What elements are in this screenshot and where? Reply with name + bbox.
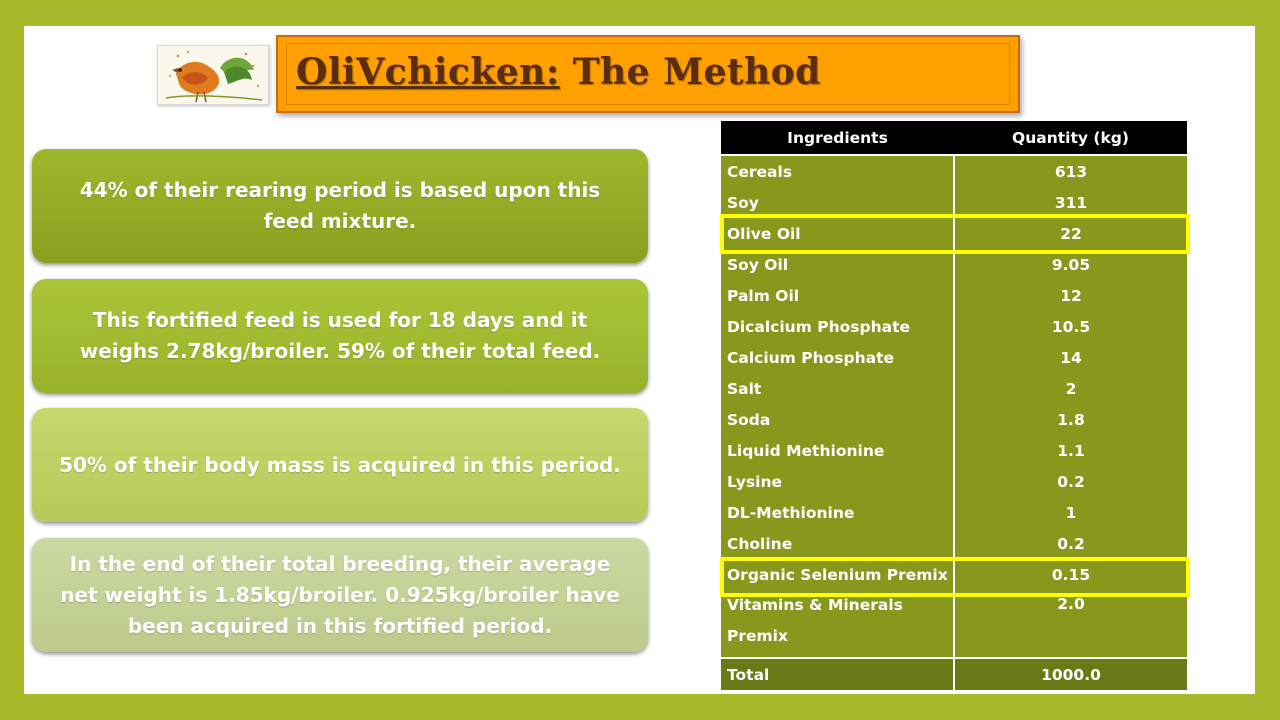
highlight-olive-oil <box>720 214 1190 254</box>
table-row <box>721 280 1187 311</box>
ingredient-name: Calcium Phosphate <box>721 342 954 373</box>
table-row <box>721 435 1187 466</box>
ingredient-name: Organic Selenium Premix <box>721 559 954 590</box>
header-ingredients: Ingredients <box>721 121 954 155</box>
title-banner <box>276 35 1020 113</box>
title-brand: OliVchicken: <box>296 51 560 93</box>
ingredients-table-container <box>721 121 1187 685</box>
table-row <box>721 311 1187 342</box>
table-header-row <box>721 121 1187 155</box>
bird-logo-icon <box>157 45 269 105</box>
info-box-fortified-feed: This fortified feed is used for 18 days and it weighs 2.78kg/broiler. 59% of their total feed. <box>32 279 648 393</box>
ingredient-quantity: 1.8 <box>954 404 1187 435</box>
total-label: Total <box>721 658 954 690</box>
ingredient-quantity: 10.5 <box>954 311 1187 342</box>
title-suffix: The Method <box>559 51 821 93</box>
ingredient-name: Vitamins & Minerals Premix <box>721 590 954 658</box>
ingredient-quantity: 1 <box>954 497 1187 528</box>
ingredient-quantity: 311 <box>954 187 1187 218</box>
table-row <box>721 497 1187 528</box>
info-box-net-weight: In the end of their total breeding, their average net weight is 1.85kg/broiler. 0.925kg/broiler have been acquired in this fortified period. <box>32 538 648 652</box>
ingredient-quantity: 0.2 <box>954 466 1187 497</box>
ingredient-quantity: 12 <box>954 280 1187 311</box>
ingredient-quantity: 613 <box>954 155 1187 187</box>
ingredient-name: Liquid Methionine <box>721 435 954 466</box>
highlight-organic-selenium <box>720 557 1190 597</box>
ingredient-name: Choline <box>721 528 954 559</box>
total-quantity: 1000.0 <box>954 658 1187 690</box>
page-title <box>296 51 821 93</box>
table-row <box>721 342 1187 373</box>
ingredient-quantity: 2.0 <box>954 590 1187 658</box>
ingredient-name: Soda <box>721 404 954 435</box>
table-row <box>721 590 1187 658</box>
ingredient-quantity: 14 <box>954 342 1187 373</box>
ingredient-quantity: 1.1 <box>954 435 1187 466</box>
info-box-rearing-period: 44% of their rearing period is based upon this feed mixture. <box>32 149 648 263</box>
ingredients-table <box>721 121 1187 690</box>
ingredient-quantity: 22 <box>954 218 1187 249</box>
table-row <box>721 155 1187 187</box>
ingredient-quantity: 9.05 <box>954 249 1187 280</box>
ingredient-name: Cereals <box>721 155 954 187</box>
table-row <box>721 466 1187 497</box>
ingredient-name: DL-Methionine <box>721 497 954 528</box>
ingredient-name: Olive Oil <box>721 218 954 249</box>
ingredient-name: Salt <box>721 373 954 404</box>
ingredient-quantity: 2 <box>954 373 1187 404</box>
table-row <box>721 404 1187 435</box>
header-quantity: Quantity (kg) <box>954 121 1187 155</box>
table-row <box>721 528 1187 559</box>
ingredient-name: Lysine <box>721 466 954 497</box>
info-box-body-mass: 50% of their body mass is acquired in this period. <box>32 408 648 522</box>
ingredient-name: Soy <box>721 187 954 218</box>
ingredient-name: Dicalcium Phosphate <box>721 311 954 342</box>
ingredient-quantity: 0.2 <box>954 528 1187 559</box>
ingredient-name: Palm Oil <box>721 280 954 311</box>
table-total-row <box>721 658 1187 690</box>
ingredient-name: Soy Oil <box>721 249 954 280</box>
table-row <box>721 373 1187 404</box>
ingredient-quantity: 0.15 <box>954 559 1187 590</box>
